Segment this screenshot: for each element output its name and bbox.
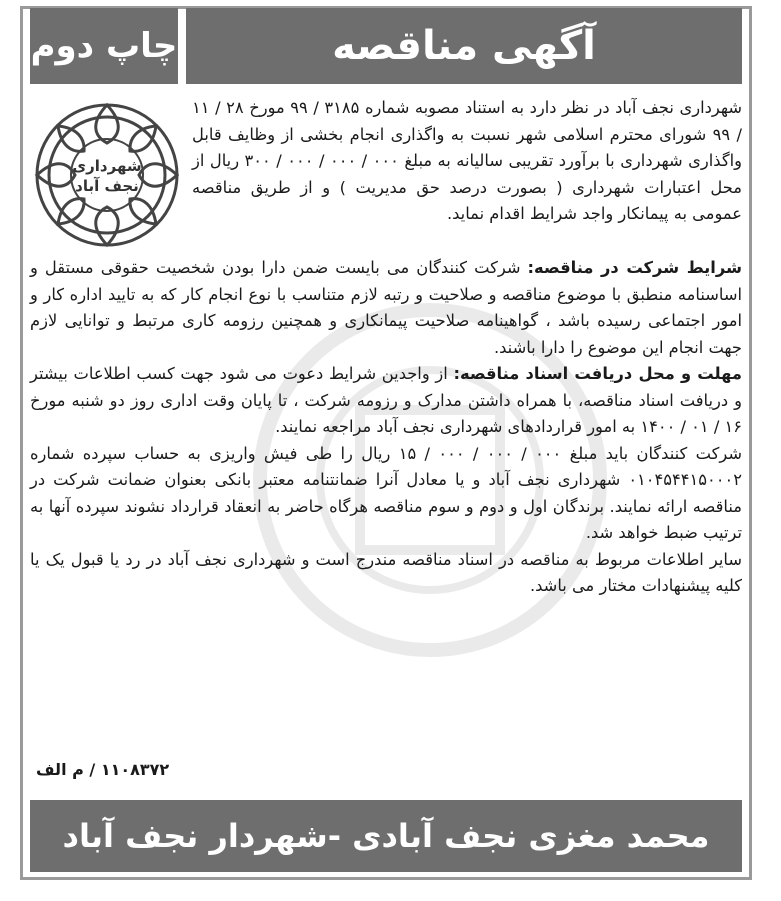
- notice-title: آگهی مناقصه: [186, 8, 742, 84]
- other-info-paragraph: سایر اطلاعات مربوط به مناقصه در اسناد مناقصه مندرج است و شهرداری نجف آباد در رد یا قبول یک یا کلیه پیشنهادات مختار می باشد.: [30, 549, 742, 595]
- reference-number: ۱۱۰۸۳۷۲ / م الف: [36, 760, 170, 779]
- section-deadline-heading: مهلت و محل دریافت اسناد مناقصه:: [453, 364, 742, 383]
- signatory-footer: محمد مغزی نجف آبادی -شهردار نجف آباد: [30, 800, 742, 872]
- intro-text: شهرداری نجف آباد در نظر دارد به استناد مصوبه شماره ۳۱۸۵ / ۹۹ مورخ ۲۸ / ۱۱ / ۹۹ شورای محترم اسلامی شهر نسبت به واگذاری انجام بخشی از وظایف قابل واگذاری شهرداری با برآورد تقریبی سالیانه به مبلغ ۰۰۰ / ۰۰۰ / ۰۰۰ / ۳۰۰ ریال از محل اعتبارات شهرداری ( بصورت درصد حق مدیریت ) و از طریق مناقصه عمومی به پیمانکار واجد شرایط اقدام نماید.: [192, 98, 742, 223]
- seal-line-1: شهرداری: [72, 157, 142, 175]
- municipality-seal: [30, 95, 185, 255]
- guarantee-paragraph: شرکت کنندگان باید مبلغ ۰۰۰ / ۰۰۰ / ۰۰۰ / ۱۵ ریال را طی فیش واریزی به حساب سپرده شماره ۰۱۰۴۵۴۴۱۵۰۰۰۲ شهرداری نجف آباد و یا معادل آنرا ضمانتنامه معتبر بانکی بعنوان ضمانت شرکت در مناقصه ارائه نمایند. برندگان اول و دوم و سوم مناقصه هرگاه حاضر به انعقاد قرارداد نشوند سپرده آنها به ترتیب ضبط خواهد شد.: [30, 443, 742, 542]
- notice-body: [30, 255, 742, 600]
- section-participation: [30, 255, 742, 361]
- seal-line-2: نجف آباد: [75, 177, 139, 195]
- section-participation-body: شرکت کنندگان می بایست ضمن دارا بودن شخصیت حقوقی مستقل و اساسنامه منطبق با موضوع مناقصه و صلاحیت و رتبه لازم متناسب با نوع انجام کار که به تایید اداره کار و امور اجتماعی رسیده باشد ، گواهینامه صلاحیت پیمانکاری و همچنین رزومه کاری مرتبط و توانایی لازم جهت انجام این موضوع را دارا باشند.: [30, 258, 742, 357]
- second-print-badge: چاپ دوم: [30, 8, 178, 84]
- intro-paragraph: [192, 95, 742, 228]
- section-deadline: [30, 361, 742, 441]
- section-participation-heading: شرایط شرکت در مناقصه:: [527, 258, 742, 277]
- section-deadline-body: از واجدین شرایط دعوت می شود جهت کسب اطلاعات بیشتر و دریافت اسناد مناقصه، با همراه داشتن مدارک و رزومه شرکت ، تا پایان وقت اداری روز دو شنبه مورخ ۱۶ / ۰۱ / ۱۴۰۰ به امور قراردادهای شهرداری نجف آباد مراجعه نمایند.: [30, 364, 742, 436]
